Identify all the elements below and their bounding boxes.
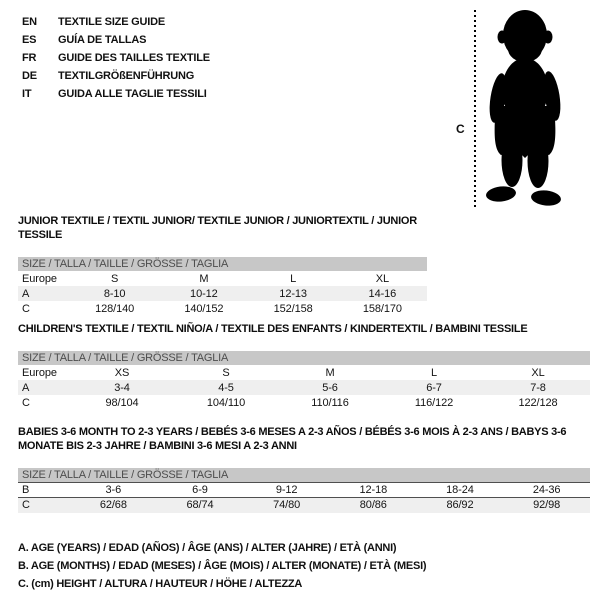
table-cell: 86/92 (446, 499, 474, 512)
table-cell: 3-6 (105, 484, 122, 496)
babies-size-table (18, 482, 590, 513)
table-cell: 3-4 (114, 381, 130, 394)
table-cell: 80/86 (359, 499, 387, 512)
table-row (18, 498, 590, 513)
junior-size-header-bar: SIZE / TALLA / TAILLE / GRÖSSE / TAGLIA (18, 257, 427, 271)
language-label: GUIDE DES TAILLES TEXTILE (58, 52, 210, 64)
table-row (18, 395, 590, 410)
language-row (22, 85, 210, 103)
table-cell: Europe (22, 272, 57, 285)
table-cell: 8-10 (103, 287, 126, 300)
table-cell: 10-12 (190, 287, 218, 300)
table-cell: C (22, 396, 30, 409)
table-cell: 158/170 (362, 302, 402, 315)
language-label: GUÍA DE TALLAS (58, 34, 147, 46)
table-cell: 104/110 (206, 396, 246, 409)
babies-textile-section (18, 425, 590, 513)
table-cell: Europe (22, 366, 57, 379)
childrens-size-header-bar: SIZE / TALLA / TAILLE / GRÖSSE / TAGLIA (18, 351, 590, 365)
table-cell: S (222, 366, 230, 379)
table-row (18, 365, 590, 380)
baby-silhouette-icon (481, 8, 569, 208)
table-cell: 62/68 (99, 499, 127, 512)
language-row (22, 67, 210, 85)
childrens-textile-section (18, 322, 590, 410)
table-cell: 74/80 (273, 499, 301, 512)
table-cell: C (22, 499, 30, 512)
table-cell: 140/152 (184, 302, 224, 315)
table-cell: 110/116 (311, 396, 349, 409)
language-row (22, 13, 210, 31)
junior-table-title: JUNIOR TEXTILE / TEXTIL JUNIOR/ TEXTILE JUNIOR / JUNIORTEXTIL / JUNIOR TESSILE (18, 215, 417, 241)
language-label: TEXTILGRÖßENFÜHRUNG (58, 70, 195, 82)
table-cell: A (22, 287, 30, 300)
table-cell: 122/128 (518, 396, 558, 409)
babies-size-header-bar: SIZE / TALLA / TAILLE / GRÖSSE / TAGLIA (18, 468, 590, 482)
table-cell: 4-5 (218, 381, 234, 394)
table-cell: 6-9 (192, 484, 208, 496)
table-row (18, 380, 590, 395)
legend-note-line: C. (cm) HEIGHT / ALTURA / HAUTEUR / HÖHE / ALTEZZA (18, 578, 303, 590)
language-row (22, 31, 210, 49)
table-cell: 116/122 (414, 396, 454, 409)
table-cell: L (290, 272, 297, 285)
table-cell: C (22, 302, 30, 315)
table-cell: 98/104 (105, 396, 139, 409)
language-code: IT (22, 88, 32, 100)
table-cell: 12-13 (279, 287, 307, 300)
table-cell: 68/74 (186, 499, 214, 512)
language-label: GUIDA ALLE TAGLIE TESSILI (58, 88, 207, 100)
babies-table-title: BABIES 3-6 MONTH TO 2-3 YEARS / BEBÉS 3-6 MESES A 2-3 AÑOS / BÉBÉS 3-6 MOIS À 2-3 ANS / BABYS 3-6 MONATE BIS 2-3 JAHRE / BAMBINI 3-6 MESI A 2-3 ANNI (18, 426, 567, 452)
legend-notes (18, 539, 426, 593)
table-cell: 128/140 (95, 302, 135, 315)
language-code: DE (22, 70, 37, 82)
table-row (18, 483, 590, 498)
legend-note-line: A. AGE (YEARS) / EDAD (AÑOS) / ÂGE (ANS) / ALTER (JAHRE) / ETÀ (ANNI) (18, 542, 397, 554)
table-row (18, 286, 427, 301)
junior-size-table (18, 271, 427, 316)
table-cell: B (22, 484, 30, 496)
legend-note-line: B. AGE (MONTHS) / EDAD (MESES) / ÂGE (MOIS) / ALTER (MONATE) / ETÀ (MESI) (18, 560, 427, 572)
table-cell: 14-16 (368, 287, 397, 300)
table-cell: 152/158 (273, 302, 313, 315)
table-row (18, 301, 427, 316)
childrens-size-table (18, 365, 590, 410)
table-cell: M (325, 366, 335, 379)
table-cell: 5-6 (322, 381, 338, 394)
table-cell: A (22, 381, 30, 394)
language-code: ES (22, 34, 37, 46)
language-label: TEXTILE SIZE GUIDE (58, 16, 166, 28)
table-cell: 18-24 (446, 484, 474, 496)
language-code: FR (22, 52, 37, 64)
table-cell: M (199, 272, 209, 285)
junior-textile-section (18, 214, 427, 316)
language-list (22, 13, 210, 103)
table-cell: 24-36 (532, 484, 561, 496)
table-cell: 7-8 (530, 381, 546, 394)
table-cell: 9-12 (275, 484, 298, 496)
language-code: EN (22, 16, 37, 28)
height-measure-label: C (456, 122, 465, 136)
language-row (22, 49, 210, 67)
table-cell: XS (114, 366, 130, 379)
table-cell: L (430, 366, 438, 379)
table-cell: 92/98 (533, 499, 561, 512)
table-cell: 6-7 (426, 381, 442, 394)
table-cell: XL (531, 366, 545, 379)
childrens-table-title: CHILDREN'S TEXTILE / TEXTIL NIÑO/A / TEXTILE DES ENFANTS / KINDERTEXTIL / BAMBINI TESSILE (18, 323, 528, 335)
table-cell: S (111, 272, 119, 285)
table-cell: XL (375, 272, 389, 285)
table-row (18, 271, 427, 286)
height-measure-dotted-line (474, 10, 476, 207)
table-cell: 12-18 (359, 484, 388, 496)
